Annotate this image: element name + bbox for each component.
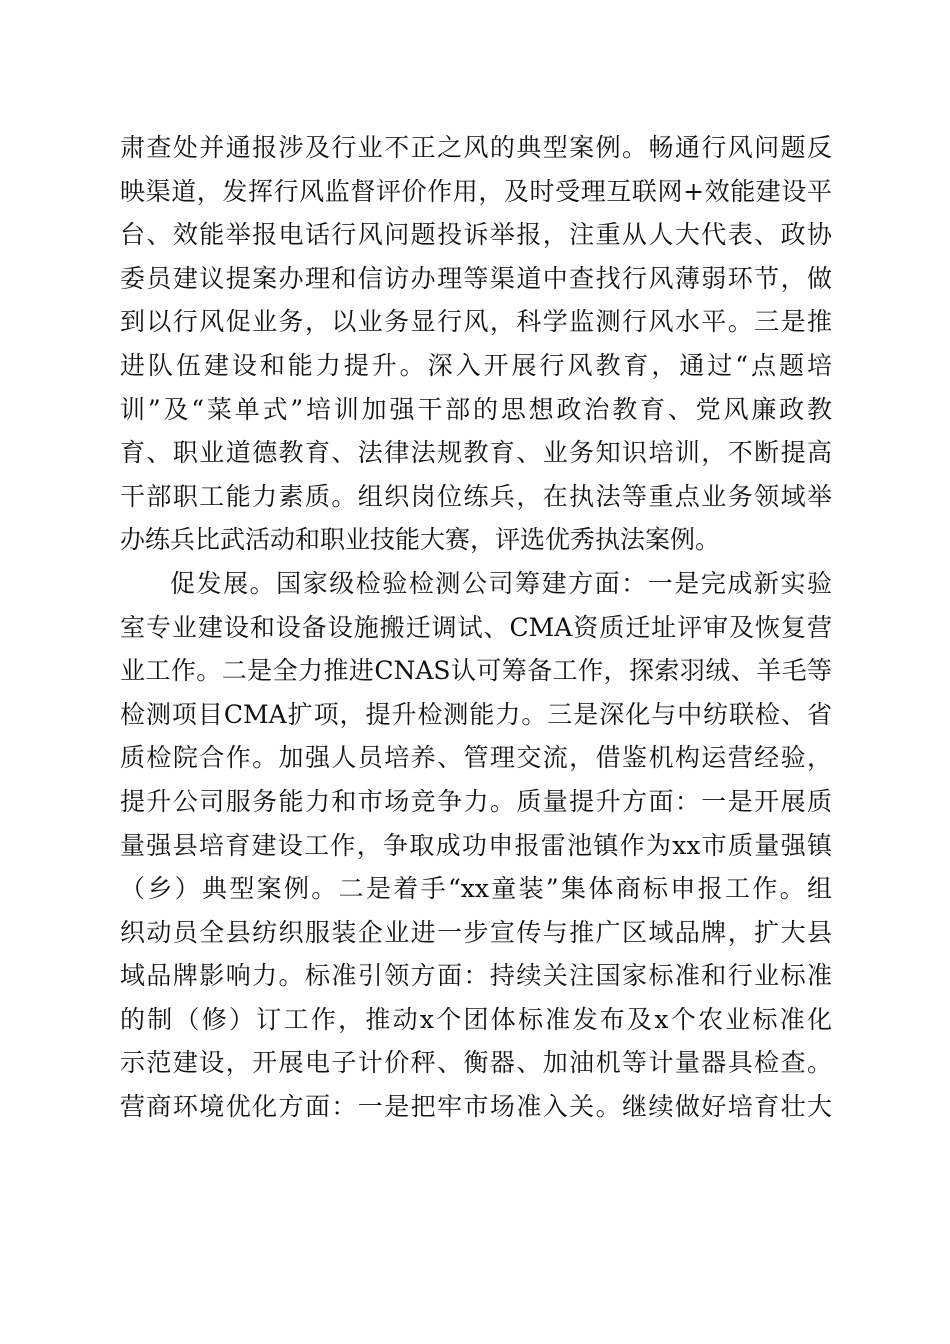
text-line: （乡）典型案例。二是着手“xx童装”集体商标申报工作。组 <box>120 874 832 904</box>
text-line: 域品牌影响力。标准引领方面：持续关注国家标准和行业标准 <box>120 961 832 991</box>
text-line: 营商环境优化方面：一是把牢市场准入关。继续做好培育壮大 <box>120 1092 832 1122</box>
document-body <box>120 126 832 1129</box>
text-line: 织动员全县纺织服装企业进一步宣传与推广区域品牌，扩大县 <box>120 917 832 947</box>
text-line: 进队伍建设和能力提升。深入开展行风教育，通过“点题培 <box>120 350 832 380</box>
text-line: 干部职工能力素质。组织岗位练兵，在执法等重点业务领域举 <box>120 481 832 511</box>
paragraph-promote-development <box>120 562 832 1129</box>
text-line: 台、效能举报电话行风问题投诉举报，注重从人大代表、政协 <box>120 220 832 250</box>
text-line: 示范建设，开展电子计价秤、衡器、加油机等计量器具检查。 <box>120 1048 832 1078</box>
text-line: 训”及“菜单式”培训加强干部的思想政治教育、党风廉政教 <box>120 394 832 424</box>
text-line: 到以行风促业务，以业务显行风，科学监测行风水平。三是推 <box>120 307 832 337</box>
text-line: 委员建议提案办理和信访办理等渠道中查找行风薄弱环节，做 <box>120 263 832 293</box>
text-line: 质检院合作。加强人员培养、管理交流，借鉴机构运营经验， <box>120 743 832 773</box>
text-line: 量强县培育建设工作，争取成功申报雷池镇作为xx市质量强镇 <box>120 830 832 860</box>
paragraph-industry-conduct <box>120 126 832 562</box>
text-line: 业工作。二是全力推进CNAS认可筹备工作，探索羽绒、羊毛等 <box>120 656 832 686</box>
text-line: 育、职业道德教育、法律法规教育、业务知识培训，不断提高 <box>120 438 832 468</box>
text-line: 室专业建设和设备设施搬迁调试、CMA资质迁址评审及恢复营 <box>120 612 832 642</box>
text-line: 提升公司服务能力和市场竞争力。质量提升方面：一是开展质 <box>120 786 832 816</box>
text-line: 映渠道，发挥行风监督评价作用，及时受理互联网+效能建设平 <box>120 176 832 206</box>
text-line: 促发展。国家级检验检测公司筹建方面：一是完成新实验 <box>170 568 832 598</box>
text-line: 办练兵比武活动和职业技能大赛，评选优秀执法案例。 <box>120 525 721 555</box>
text-line: 的制（修）订工作，推动x个团体标准发布及x个农业标准化 <box>120 1004 832 1034</box>
text-line: 肃查处并通报涉及行业不正之风的典型案例。畅通行风问题反 <box>120 133 832 162</box>
text-line: 检测项目CMA扩项，提升检测能力。三是深化与中纺联检、省 <box>120 699 832 729</box>
